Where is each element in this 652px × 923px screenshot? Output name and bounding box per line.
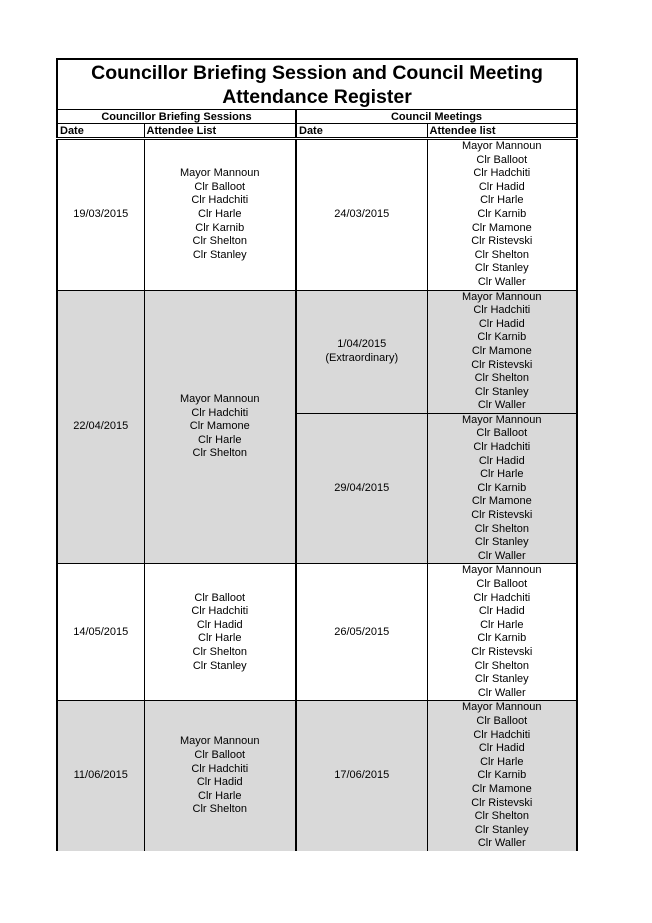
meeting-date: 29/04/2015 [334,481,390,494]
council-attendee-list [427,413,577,564]
attendee-name: Clr Harle [480,755,524,768]
attendee-name: Clr Karnib [195,221,245,234]
council-date-cell [296,413,427,564]
attendee-name: Clr Ristevski [471,358,533,371]
attendee-name: Clr Hadchiti [191,194,249,207]
attendee-name: Mayor Mannoun [180,392,260,405]
meeting-type-note: (Extraordinary) [325,351,399,364]
briefing-date-cell: 11/06/2015 [57,701,144,851]
council-attendee-list [427,701,577,851]
council-attendee-list [427,564,577,701]
attendee-name: Clr Balloot [476,427,528,440]
attendee-name: Clr Hadchiti [473,304,531,317]
table-row [57,290,577,413]
title-line-1: Councillor Briefing Session and Council Meeting [91,61,543,84]
attendee-name: Clr Karnib [477,207,527,220]
attendee-name: Mayor Mannoun [462,701,542,714]
attendee-name: Mayor Mannoun [462,413,542,426]
attendee-name: Clr Stanley [474,385,529,398]
council-attendee-list [427,290,577,413]
attendance-table [56,58,578,851]
attendee-name: Clr Waller [477,275,526,288]
attendee-name: Clr Shelton [192,447,247,460]
attendee-name: Clr Waller [477,686,526,699]
attendee-name: Clr Hadchiti [473,167,531,180]
attendee-name: Clr Karnib [477,769,527,782]
table-row [57,139,577,291]
attendee-name: Clr Balloot [476,153,528,166]
attendee-name: Clr Stanley [474,673,529,686]
attendee-name: Clr Harle [480,468,524,481]
briefing-attendees-column-header: Attendee List [144,124,296,139]
attendee-name: Clr Hadchiti [473,728,531,741]
council-date-column-header: Date [296,124,427,139]
attendee-name: Clr Ristevski [471,235,533,248]
attendee-name: Clr Balloot [476,578,528,590]
attendee-name: Clr Shelton [474,810,529,823]
council-attendee-list [427,139,577,291]
attendee-name: Clr Hadid [478,317,525,330]
attendee-name: Mayor Mannoun [462,140,542,152]
attendee-name: Clr Harle [480,618,524,631]
council-date-cell [296,290,427,413]
attendee-name: Clr Stanley [474,262,529,275]
attendee-name: Clr Waller [477,837,526,850]
attendee-name: Clr Mamone [471,782,532,795]
attendee-name: Clr Hadid [478,180,525,193]
meeting-date: 26/05/2015 [334,625,390,638]
attendee-name: Clr Shelton [474,522,529,535]
attendee-name: Clr Harle [198,632,242,645]
attendee-name: Clr Hadid [196,776,243,789]
attendee-name: Clr Harle [198,433,242,446]
attendee-name: Clr Hadchiti [473,441,531,454]
attendee-name: Clr Balloot [476,714,528,727]
attendee-name: Mayor Mannoun [462,564,542,577]
attendee-name: Clr Harle [198,207,242,220]
attendee-name: Clr Shelton [192,803,247,816]
attendee-name: Clr Ristevski [471,645,533,658]
attendee-name: Clr Shelton [474,659,529,672]
attendee-name: Clr Karnib [477,331,527,344]
title-line-2: Attendance Register [222,85,412,108]
briefing-attendee-list [144,139,296,291]
council-date-cell [296,701,427,851]
briefing-attendee-list [144,701,296,851]
council-meetings-header: Council Meetings [296,110,577,124]
attendee-name: Clr Shelton [474,372,529,385]
register-body [57,139,577,851]
attendee-name: Clr Ristevski [471,509,533,522]
attendee-name: Clr Stanley [192,659,247,672]
attendee-name: Clr Hadid [478,454,525,467]
attendee-name: Clr Karnib [477,481,527,494]
briefing-date-cell: 22/04/2015 [57,290,144,564]
attendee-name: Clr Balloot [194,748,246,761]
meeting-date: 17/06/2015 [334,769,390,782]
briefing-date-column-header: Date [57,124,144,139]
attendee-name: Clr Harle [198,789,242,802]
briefing-date-cell: 19/03/2015 [57,139,144,291]
page-title [57,59,577,110]
attendee-name: Clr Balloot [194,180,246,193]
attendance-register-sheet [56,58,576,851]
attendee-name: Clr Balloot [194,591,246,604]
table-row [57,701,577,851]
council-attendees-column-header: Attendee list [427,124,577,139]
meeting-date: 24/03/2015 [334,207,390,220]
attendee-name: Clr Hadchiti [191,406,249,419]
briefing-attendee-list [144,564,296,701]
attendee-name: Mayor Mannoun [180,167,260,180]
attendee-name: Clr Hadchiti [191,605,249,618]
attendee-name: Clr Mamone [471,344,532,357]
attendee-name: Clr Shelton [192,235,247,248]
attendee-name: Clr Waller [477,399,526,412]
attendee-name: Clr Waller [477,549,526,562]
council-date-cell [296,564,427,701]
attendee-name: Clr Shelton [192,645,247,658]
council-date-cell [296,139,427,291]
attendee-name: Clr Shelton [474,248,529,261]
attendee-name: Clr Mamone [189,420,250,433]
attendee-name: Clr Stanley [474,823,529,836]
attendee-name: Clr Stanley [192,248,247,261]
attendee-name: Clr Karnib [477,632,527,645]
attendee-name: Clr Hadid [196,618,243,631]
attendee-name: Clr Mamone [471,221,532,234]
attendee-name: Clr Hadid [478,605,525,618]
briefing-date-cell: 14/05/2015 [57,564,144,701]
attendee-name: Clr Hadchiti [191,762,249,775]
attendee-name: Mayor Mannoun [180,735,260,748]
meeting-date: 1/04/2015 [337,338,387,351]
attendee-name: Clr Hadid [478,742,525,755]
attendee-name: Clr Harle [480,194,524,207]
briefing-sessions-header: Councillor Briefing Sessions [57,110,296,124]
attendee-name: Clr Hadchiti [473,591,531,604]
table-row [57,564,577,701]
attendee-name: Clr Mamone [471,495,532,508]
attendee-name: Clr Stanley [474,536,529,549]
attendee-name: Clr Ristevski [471,796,533,809]
attendee-name: Mayor Mannoun [462,290,542,303]
briefing-attendee-list [144,290,296,564]
